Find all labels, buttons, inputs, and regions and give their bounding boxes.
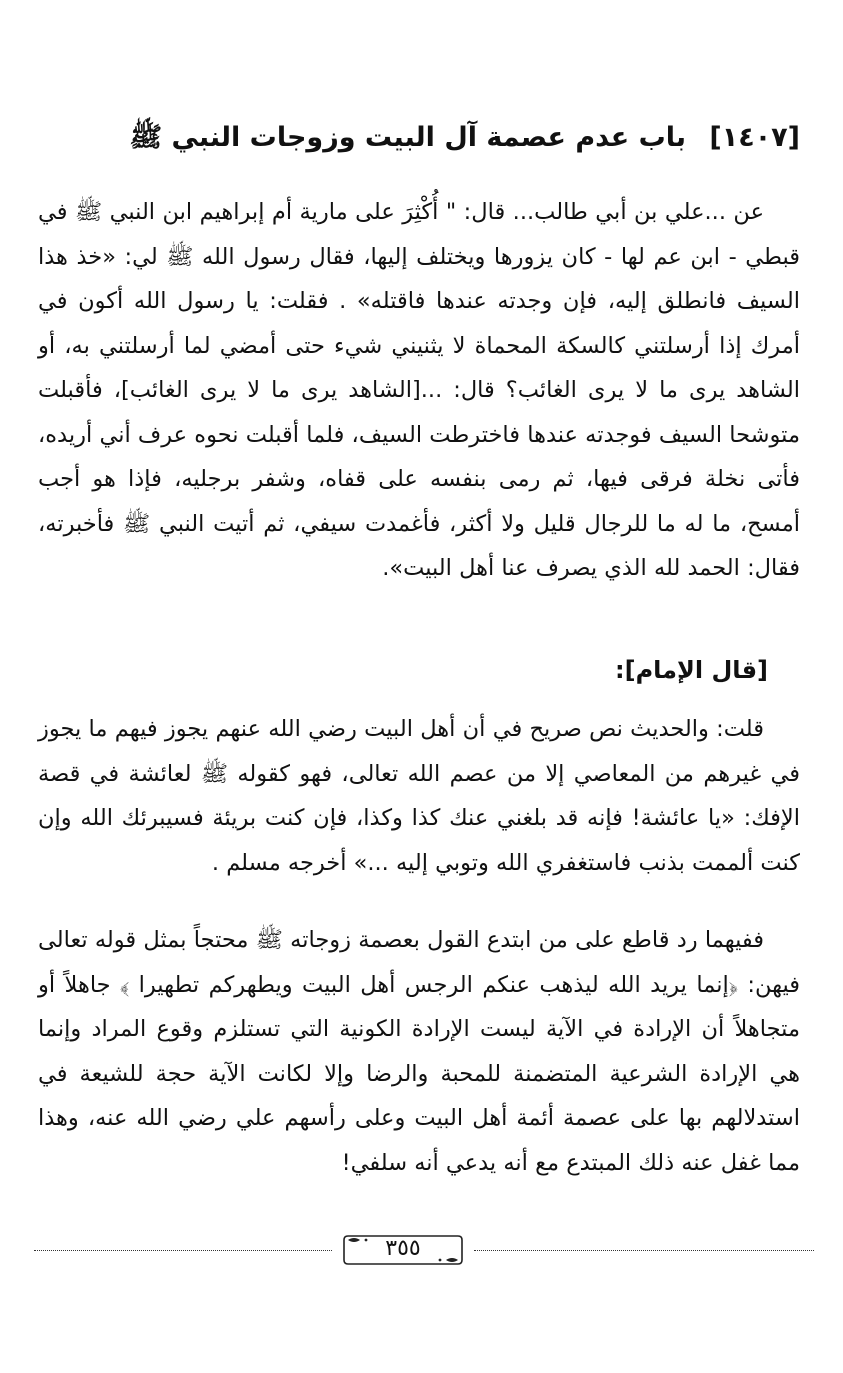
imam-heading: [قال الإمام]: xyxy=(615,656,768,684)
commentary-paragraph: ففيهما رد قاطع على من ابتدع القول بعصمة زوجاته ﷺ محتجاً بمثل قوله تعالى فيهن: ﴿إنما يريد الله ليذهب عنكم الرجس أهل البيت ويطهركم تطهيرا ﴾ جاهلاً أو متجاهلاً أن الإرادة في الآية ليست الإرادة الكونية التي تستلزم وقوع المراد وإنما هي الإرادة الشرعية المتضمنة للمحبة والرضا وإلا لكانت الآية حجة للشيعة في استدلالهم بها على عصمة أئمة أهل البيت وعلى رأسهم علي رضي الله عنه، وهذا مما غفل عنه ذلك المبتدع مع أنه يدعي أنه سلفي! xyxy=(38,927,800,1176)
commentary-block-2 xyxy=(38,918,800,1185)
chapter-number: [١٤٠٧] xyxy=(709,122,800,153)
hadith-block xyxy=(38,190,800,591)
footer-rule-left xyxy=(34,1250,332,1251)
chapter-heading xyxy=(40,118,800,158)
commentary-paragraph: قلت: والحديث نص صريح في أن أهل البيت رضي الله عنهم يجوز فيهم ما يجوز في غيرهم من المعاصي إلا من عصم الله تعالى، فهو كقوله ﷺ لعائشة في قصة الإفك: «يا عائشة! فإنه قد بلغني عنك كذا وكذا، فإن كنت بريئة فسيبرئك الله وإن كنت ألممت بذنب فاستغفري الله وتوبي إليه ...» أخرجه مسلم . xyxy=(38,716,800,876)
commentary-block-1 xyxy=(38,707,800,885)
page-number-frame xyxy=(338,1232,468,1268)
page-number: ٣٥٥ xyxy=(385,1236,421,1261)
chapter-title: باب عدم عصمة آل البيت وزوجات النبي ﷺ xyxy=(129,122,686,153)
hadith-paragraph: عن ...علي بن أبي طالب... قال: " أُكْثِرَ على مارية أم إبراهيم ابن النبي ﷺ في قبطي - ابن عم لها - كان يزورها ويختلف إليها، فقال رسول الله ﷺ لي: «خذ هذا السيف فانطلق إليه، فإن وجدته عندها فاقتله» . فقلت: يا رسول الله أكون في أمرك إذا أرسلتني كالسكة المحماة لا يثنيني شيء حتى أمضي لما أرسلتني به، أو الشاهد يرى ما لا يرى الغائب؟ قال: ...[الشاهد يرى ما لا يرى الغائب]، فأقبلت متوشحا السيف فوجدته عندها فاخترطت السيف، فلما أقبلت نحوه عرف أني أريده، فأتى نخلة فرقى فيها، ثم رمى بنفسه على قفاه، وشفر برجليه، فإذا هو أجب أمسح، ما له ما للرجال قليل ولا أكثر، فأغمدت سيفي، ثم أتيت النبي ﷺ فأخبرته، فقال: الحمد لله الذي يصرف عنا أهل البيت». xyxy=(38,199,800,581)
footer-rule-right xyxy=(474,1250,814,1251)
